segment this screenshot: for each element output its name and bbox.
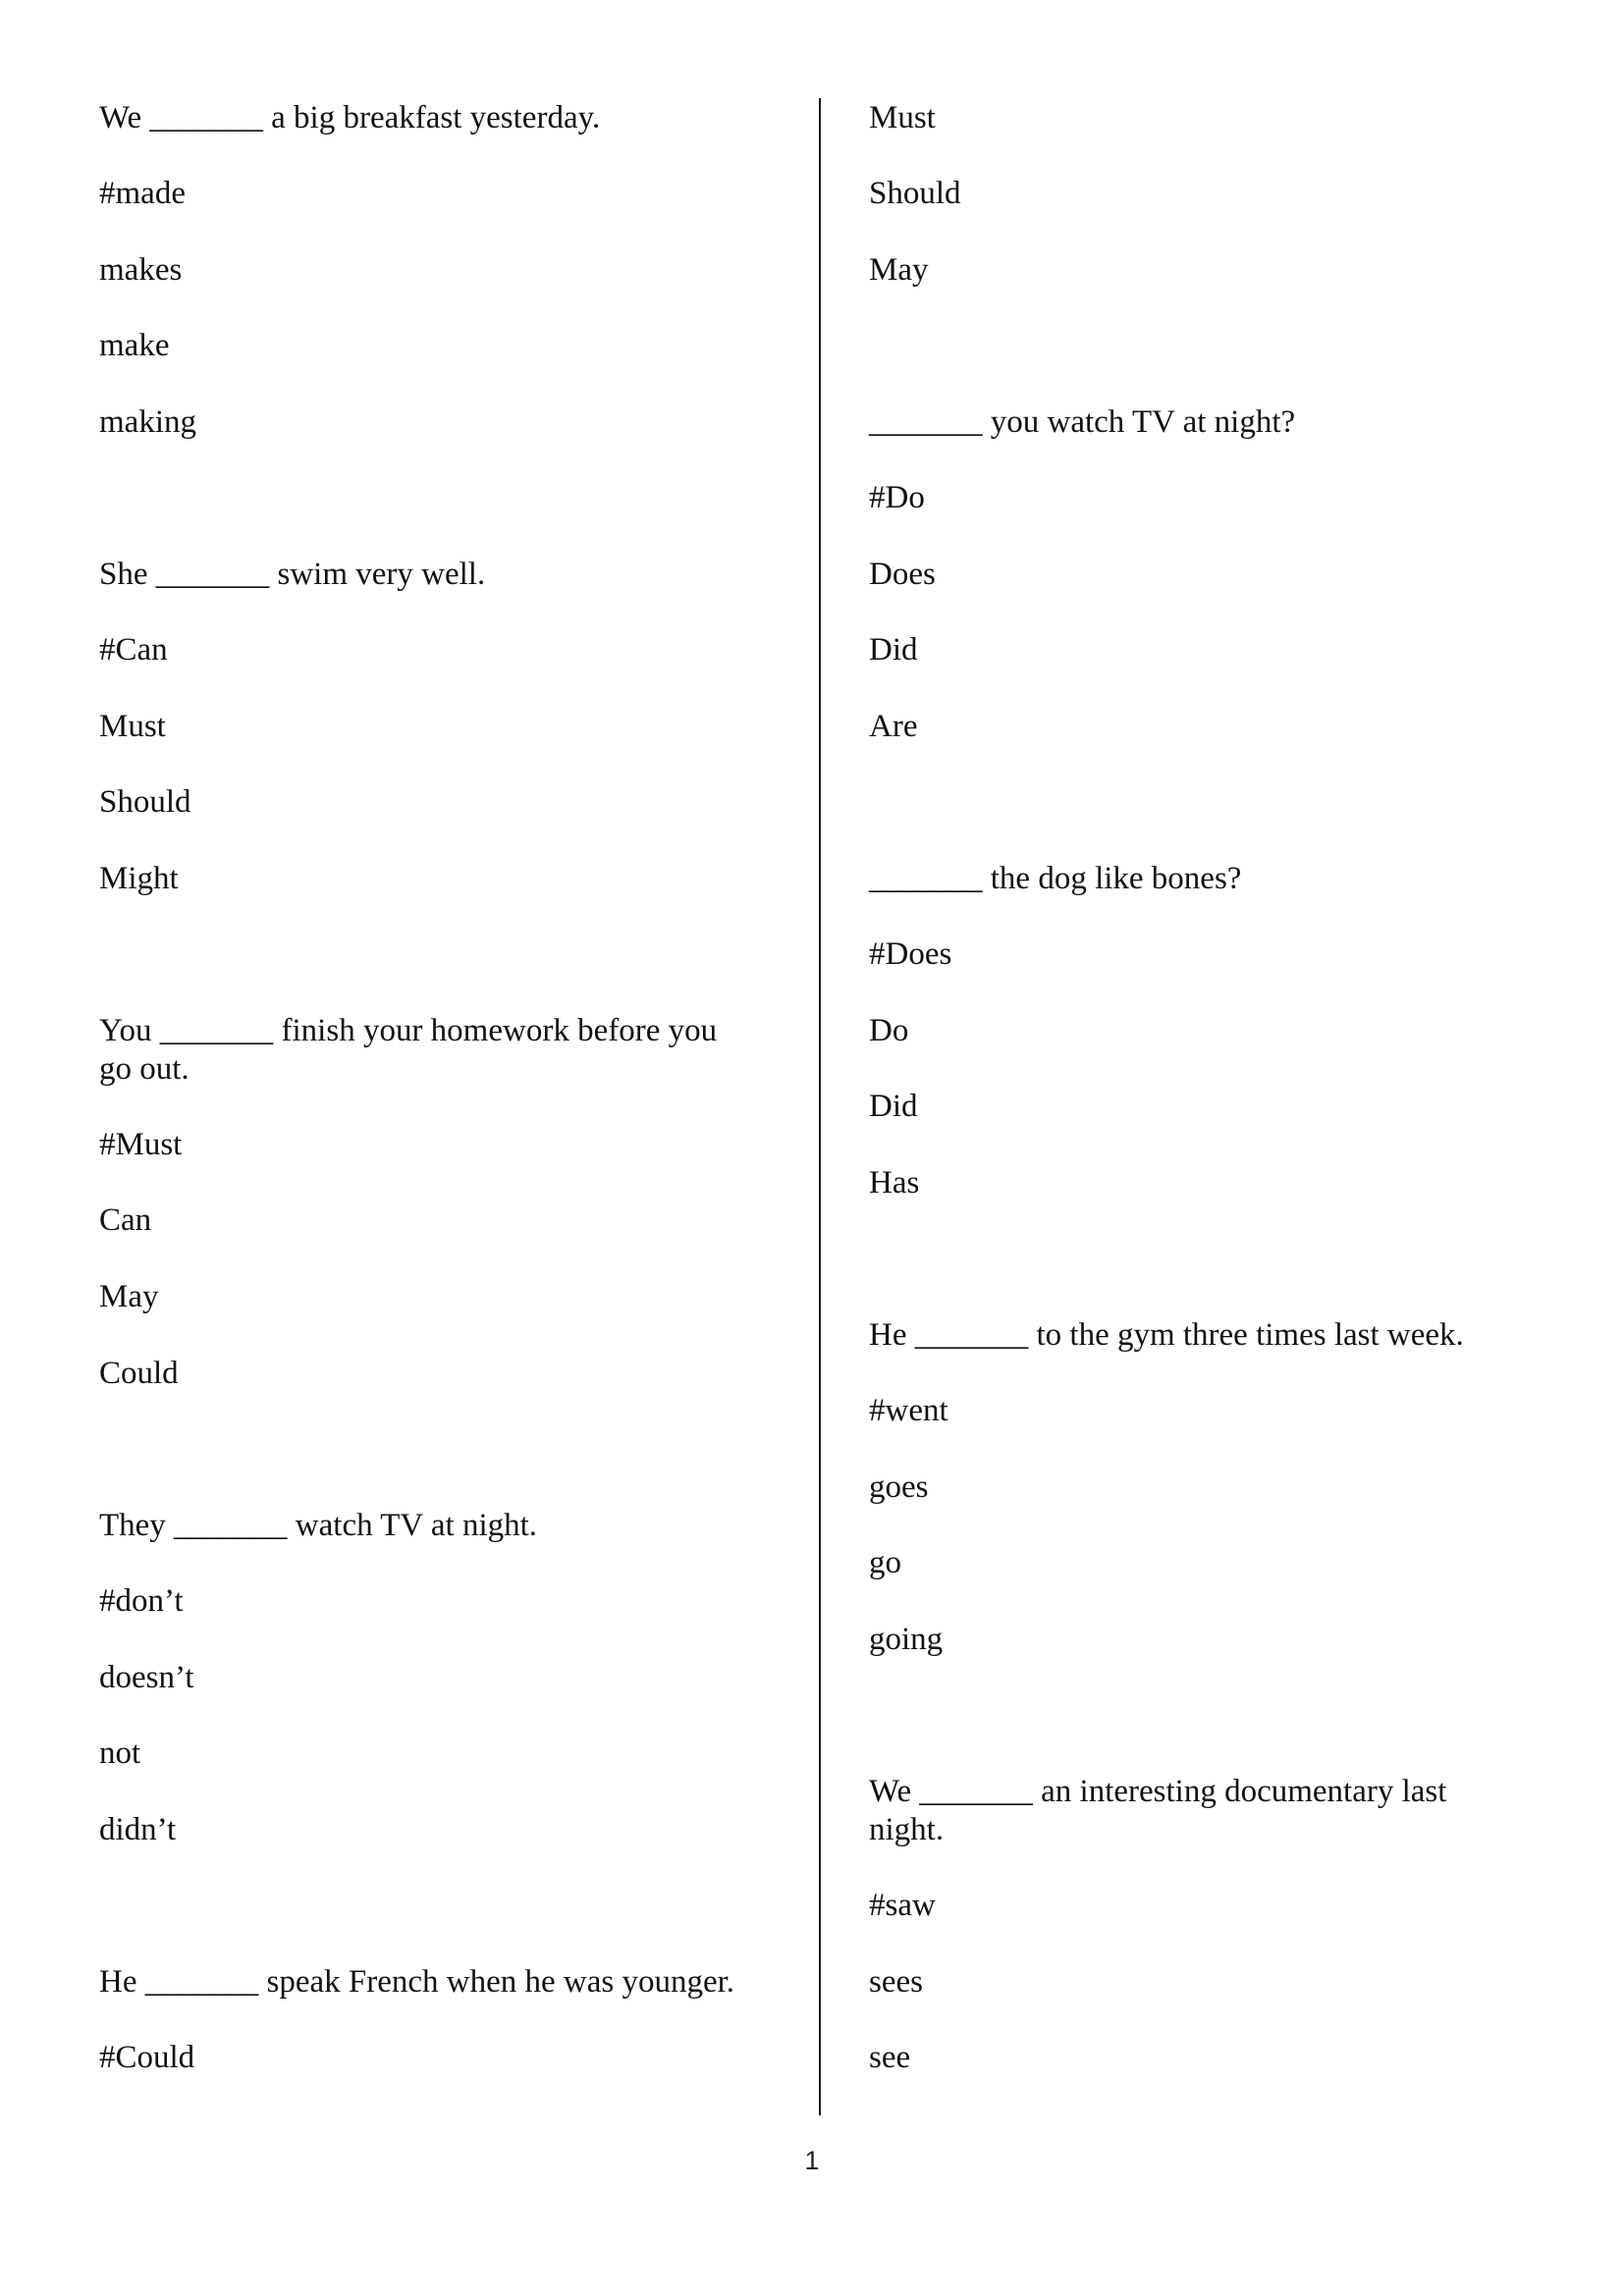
answer-option: making <box>99 404 196 440</box>
answer-option: Must <box>99 709 166 744</box>
answer-option: May <box>869 252 929 288</box>
question-text: He _______ to the gym three times last week. <box>869 1317 1464 1353</box>
question-text: _______ you watch TV at night? <box>869 404 1296 440</box>
answer-option: Can <box>99 1202 152 1238</box>
answer-option: doesn’t <box>99 1660 194 1695</box>
answer-option: #Does <box>869 936 952 972</box>
question-text: She _______ swim very well. <box>99 557 486 592</box>
question-text-continued: night. <box>869 1812 945 1847</box>
answer-option: Must <box>869 100 936 135</box>
column-divider <box>819 98 821 2115</box>
answer-option: #don’t <box>99 1583 184 1619</box>
answer-option: makes <box>99 252 183 288</box>
answer-option: Has <box>869 1165 920 1201</box>
answer-option: #Can <box>99 632 168 667</box>
question-text: He _______ speak French when he was younger. <box>99 1964 735 2000</box>
answer-option: Could <box>99 1356 179 1391</box>
answer-option: Did <box>869 632 918 667</box>
question-text: We _______ a big breakfast yesterday. <box>99 100 601 135</box>
answer-option: Should <box>99 784 191 820</box>
question-text: They _______ watch TV at night. <box>99 1508 538 1543</box>
answer-option: May <box>99 1279 159 1314</box>
question-text: _______ the dog like bones? <box>869 861 1242 896</box>
answer-option: #saw <box>869 1888 936 1923</box>
answer-option: make <box>99 328 170 363</box>
answer-option: #Must <box>99 1127 183 1162</box>
answer-option: going <box>869 1622 944 1657</box>
answer-option: Does <box>869 557 936 592</box>
question-text: We _______ an interesting documentary last <box>869 1774 1447 1809</box>
answer-option: Are <box>869 709 918 744</box>
answer-option: #Do <box>869 480 925 515</box>
question-text: You _______ finish your homework before you <box>99 1013 718 1048</box>
answer-option: goes <box>869 1469 929 1505</box>
answer-option: go <box>869 1545 901 1580</box>
answer-option: Might <box>99 861 179 896</box>
answer-option: #went <box>869 1393 948 1428</box>
answer-option: see <box>869 2040 911 2075</box>
answer-option: Do <box>869 1013 909 1048</box>
question-text-continued: go out. <box>99 1051 189 1087</box>
answer-option: not <box>99 1735 141 1771</box>
answer-option: Should <box>869 176 961 211</box>
answer-option: #made <box>99 176 186 211</box>
answer-option: Did <box>869 1089 918 1124</box>
answer-option: didn’t <box>99 1812 177 1847</box>
answer-option: #Could <box>99 2040 195 2075</box>
answer-option: sees <box>869 1964 923 2000</box>
page-number: 1 <box>804 2146 820 2175</box>
